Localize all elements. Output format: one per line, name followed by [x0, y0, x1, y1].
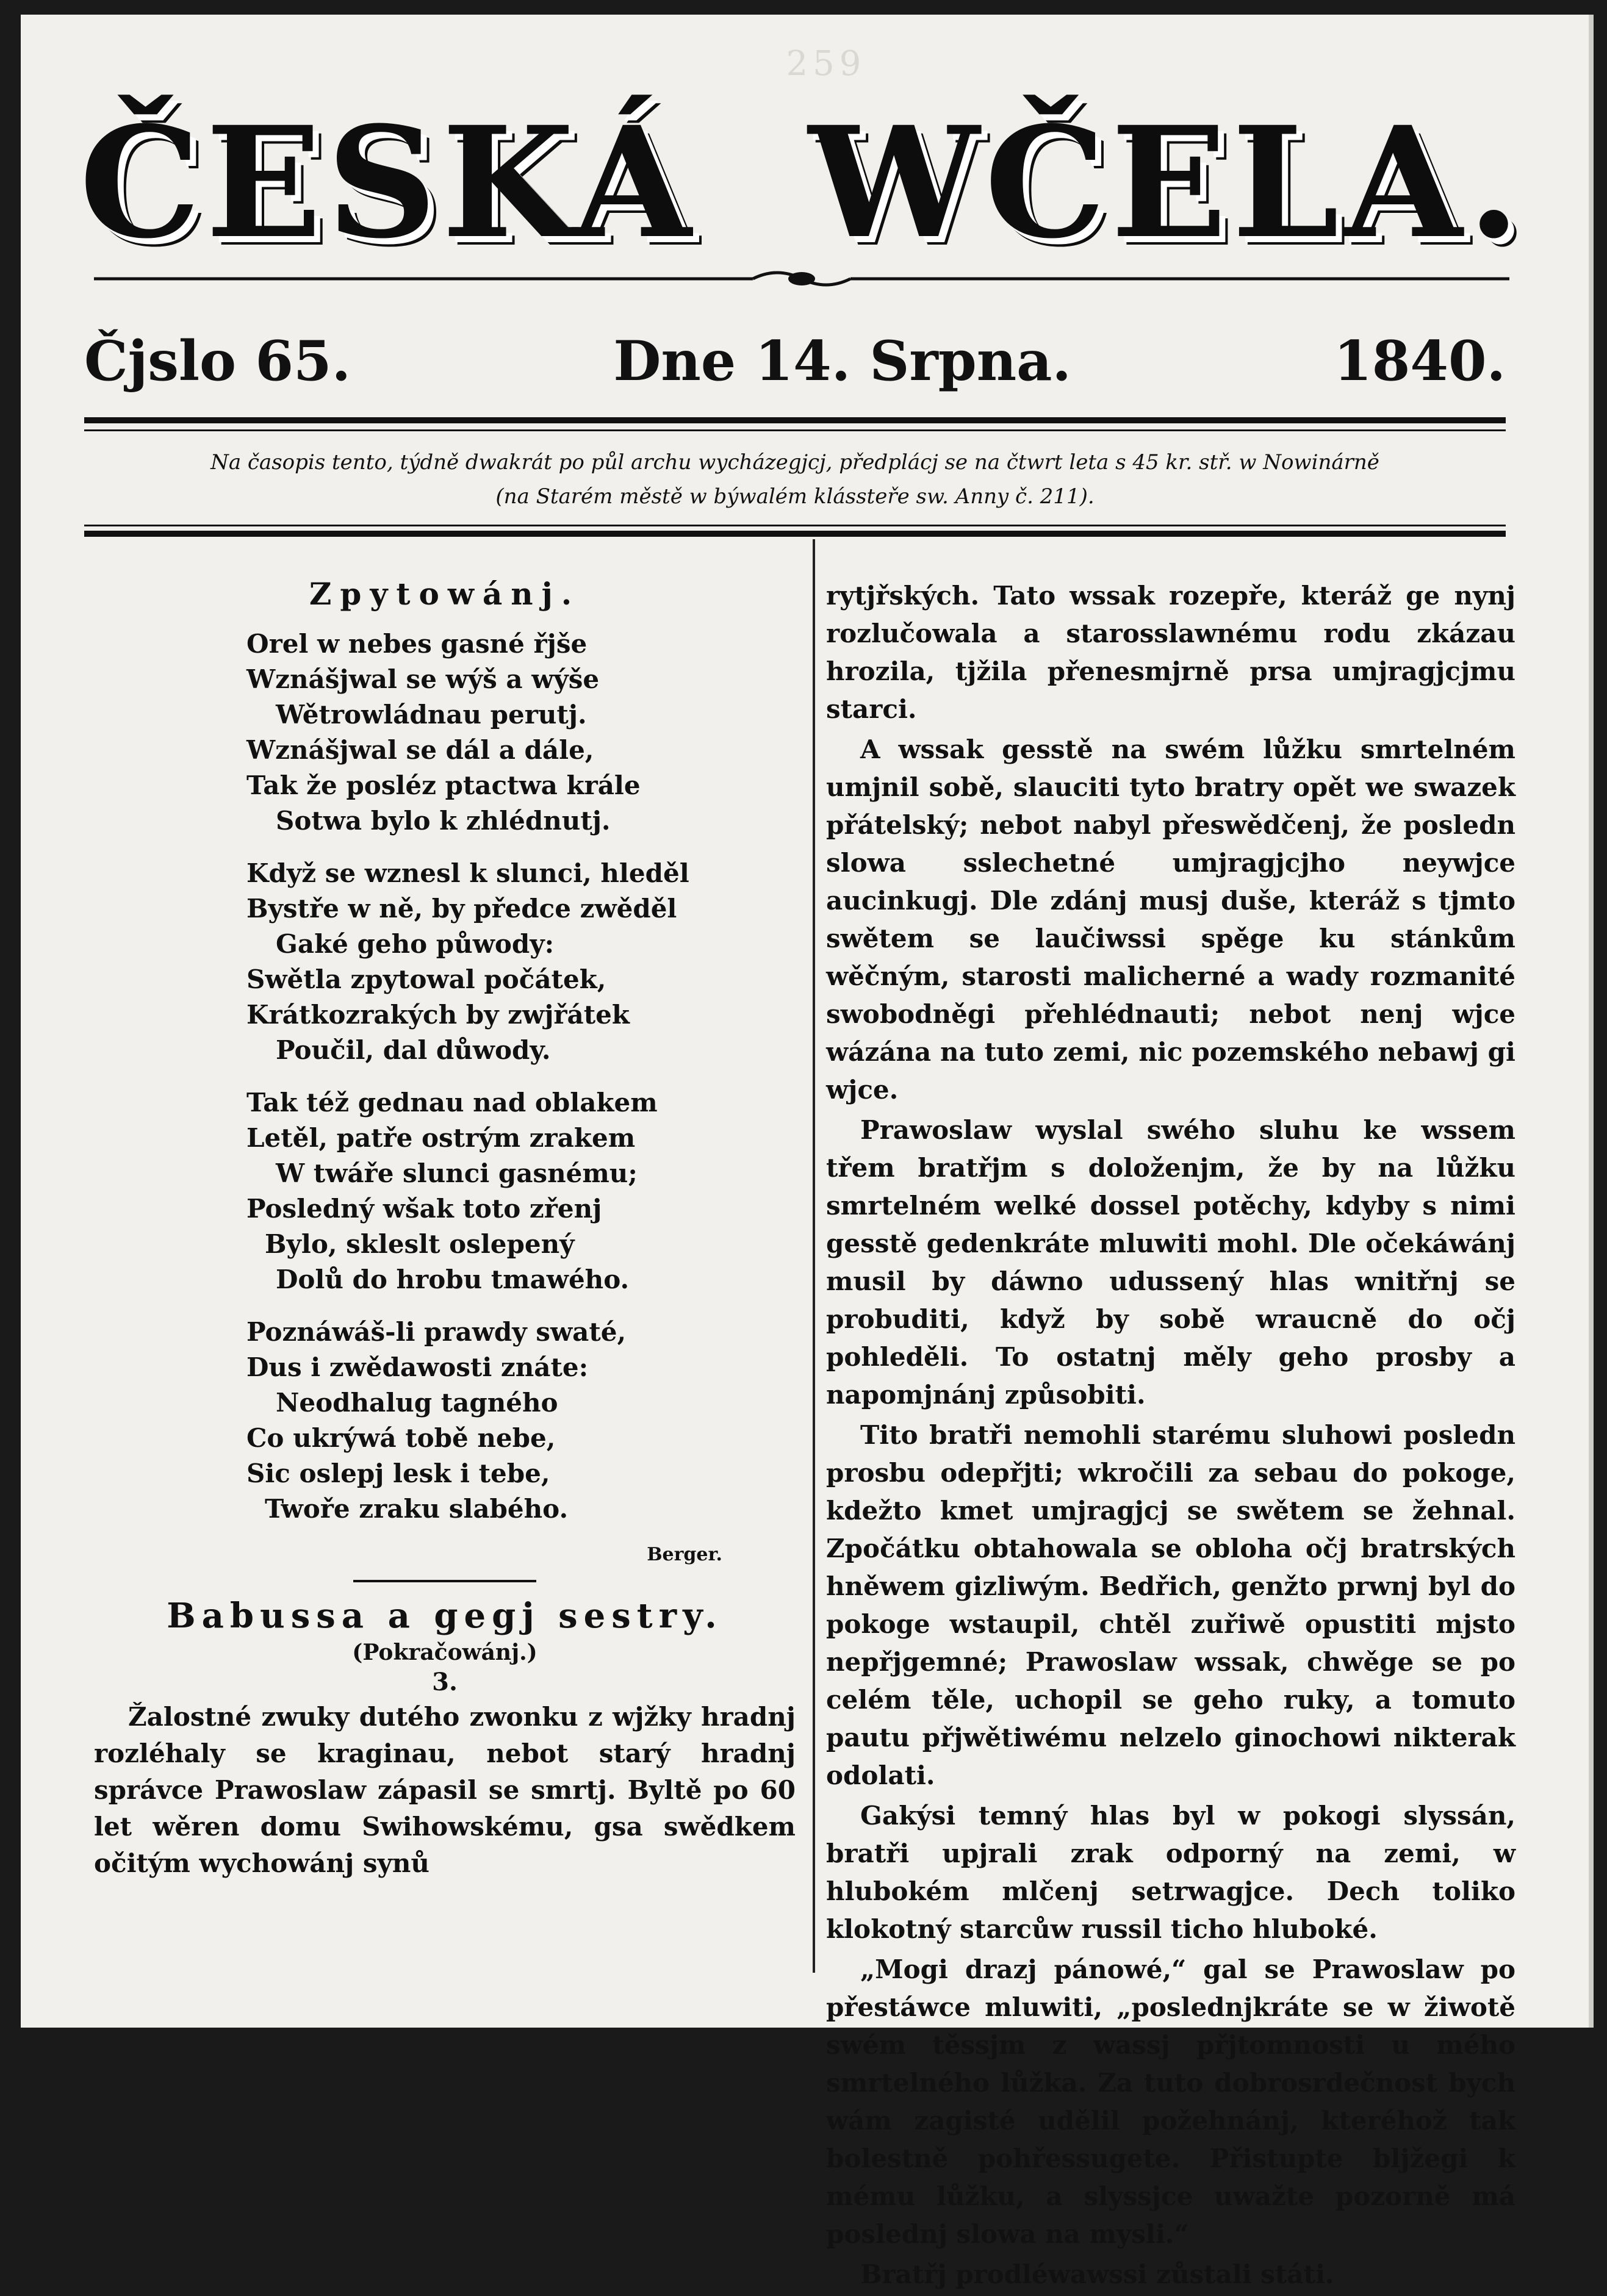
poem-line: Swětla zpytowal počátek, [246, 964, 606, 994]
article-paragraph: Gakýsi temný hlas byl w pokogi slyssán, bratři upjrali zrak odporný na zemi, w hlubokém mlčenj setrwagjce. Dech toliko klokotný starcůw russil ticho hluboké. [826, 1801, 1515, 1944]
poem-line: Poznáwáš-li prawdy swaté, [246, 1317, 627, 1347]
story-text [94, 1699, 796, 1882]
poem-stanza [246, 1085, 796, 1297]
issue-line [84, 329, 1506, 408]
bleed-page-number: 259 [786, 44, 866, 84]
poem-body [94, 626, 796, 1527]
poem-line: Neodhalug tagného [276, 1388, 558, 1418]
masthead-word-1: ČESKÁ [79, 93, 697, 272]
poem-line: Tak že posléz ptactwa krále [246, 770, 641, 800]
poem-line: Bylo, skleslt oslepený [265, 1229, 575, 1259]
body-rule-thin [84, 525, 1506, 526]
section-divider [353, 1580, 536, 1582]
story-title: Babussa a gegj sestry. [167, 1596, 723, 1636]
masthead [79, 93, 1525, 272]
header-rule-thick [84, 417, 1506, 423]
masthead-word-2: WČELA. [808, 93, 1525, 272]
poem-line: W twáře slunci gasnému; [276, 1158, 638, 1188]
subscription-line-2: (na Starém městě w býwalém klásstеře sw. Anny č. 211). [495, 484, 1095, 509]
poem-line: Krátkozrakých by zwjřátek [246, 1000, 630, 1030]
issue-year: 1840. [1334, 329, 1506, 393]
poem-line: Bystře w ně, by předce zwěděl [246, 894, 677, 924]
poem-line: Tak též gednau nad oblakem [246, 1088, 658, 1118]
poem-line: Poučil, dal důwody. [276, 1035, 551, 1065]
header-rule-thin [84, 429, 1506, 431]
article-paragraph: Bratřj prodléwawssi zůstali státi. [860, 2259, 1334, 2289]
column-divider [813, 539, 815, 1973]
article-paragraph: Tito bratři nemohli starému sluhowi posledn prosbu odepřjti; wkročili za sebau do pokoge, kdežto kmet umjragjcj se swětem se žehnal. Zpočátku obtahowala se obloha očj bratrských hněwem gizliwým. Bedřich, genžto prwnj byl do pokoge wstaupil, chtěl zuřiwě opustiti mjsto nepřjgemné; Prawoslaw wssak, chwěge se po celém těle, uchopil se geho ruky, a tomuto pautu přjwětiwému nelzelo ginochowi nikterak odolati. [826, 1420, 1515, 1790]
poem-line: Orel w nebes gasné řjše [246, 629, 588, 659]
story-opening-paragraph: Žalostné zwuky dutého zwonku z wjžky hradnj rozléhaly se kraginau, nebot starý hradnj správce Prawoslaw zápasil se smrtj. Byltě po 60 let wěren domu Swihowskému, gsa swědkem očitým wychowánj synů [94, 1702, 796, 1878]
article-paragraph: Prawoslaw wyslal swého sluhu ke wssem třem bratřjm s doloženjm, že by na lůžku smrtelném welké dossel potěchy, kdyby s nimi gesstě gedenkráte mluwiti mohl. Dle očekáwánj musil by dáwno udussený hlas wnitřnj se probuditi, když by sobě wraucně do očj pohleděli. To ostatnj měly geho prosby a napomjnánj způsobiti. [826, 1115, 1515, 1410]
poem-line: Wětrowládnau perutj. [276, 700, 587, 730]
right-column [826, 577, 1515, 2296]
poem-line: Co ukrýwá tobě nebe, [246, 1423, 556, 1453]
poem-stanza [246, 626, 796, 839]
issue-date: Dne 14. Srpna. [613, 329, 1071, 393]
poem-stanza [246, 1315, 796, 1527]
poem-line: Dus i zwědawosti znáte: [246, 1352, 589, 1382]
poem-author: Berger. [647, 1544, 722, 1565]
story-chapter-number: 3. [432, 1668, 458, 1696]
poem-line: Když se wznesl k slunci, hleděl [246, 858, 689, 888]
poem-line: Twoře zraku slabého. [265, 1494, 569, 1524]
poem-line: Dolů do hrobu tmawého. [276, 1265, 630, 1294]
left-column [94, 576, 796, 1882]
poem-line: Posledný wšak toto zřenj [246, 1194, 602, 1224]
poem-line: Wznášjwal se wýš a wýše [246, 664, 600, 694]
subscription-notice [84, 445, 1506, 514]
body-rule-thick [84, 531, 1506, 537]
poem-line: Sic oslepj lesk i tebe, [246, 1458, 550, 1488]
page-edge [1589, 15, 1594, 2028]
subscription-line-1: Na časopis tento, týdně dwakrát po půl archu wycházegjcj, předplácj se na čtwrt leta s 45 kr. stř. w Nowinárně [210, 450, 1379, 475]
article-paragraph: „Mogi drazj pánowé,“ gal se Prawoslaw po přestáwce mluwiti, „poslednjkráte se w žiwotě swém těssjm z wassj přjtomnosti u mého smrtelného lůžka. Za tuto dobrosrdečnost bych wám zagisté udělil požehnánj, kteréhož tak bolestně pohřessugete. Přistupte blјžegi k mému lůžku, a slyssjce uwažte pozorně má poslednj slowa na mysli.“ [826, 1954, 1515, 2249]
article-paragraph: A wssak gesstě na swém lůžku smrtelném umjnil sobě, slauciti tyto bratry opět we swazek přátelský; nebot nabyl přeswědčenj, že posledn slowa sslechetné umjragjcjho neywjce aucinkugj. Dle zdánj musj duše, kteráž s tjmto swětem se laučiwssi spěge ku stánkům wěčným, starosti malicherné a wady rozmanité swobodněgi přehlédnauti; nebot nenj wjce wázána na tuto zemi, nic pozemského nebawj gi wjce. [826, 734, 1515, 1105]
newspaper-page [21, 15, 1594, 2289]
poem-line: Letěl, patře ostrým zrakem [246, 1123, 636, 1153]
masthead-flourish [94, 270, 1509, 288]
poem-line: Wznášjwal se dál a dále, [246, 735, 594, 765]
poem-line: Sotwa bylo k zhlédnutj. [276, 806, 611, 836]
poem-line: Gaké geho půwody: [276, 929, 555, 959]
story-continuation: (Pokračowánj.) [352, 1640, 537, 1665]
article-paragraph: rytjřských. Tato wssak rozepře, kteráž ge nynj rozlučowala a starosslawnému rodu zkázau hrozila, tjžila přenesmjrně prsa umjragjcjmu starci. [826, 581, 1515, 724]
issue-number: Čjslo 65. [84, 329, 351, 393]
poem-stanza [246, 856, 796, 1068]
poem-title: Zpytowánj. [309, 576, 581, 612]
